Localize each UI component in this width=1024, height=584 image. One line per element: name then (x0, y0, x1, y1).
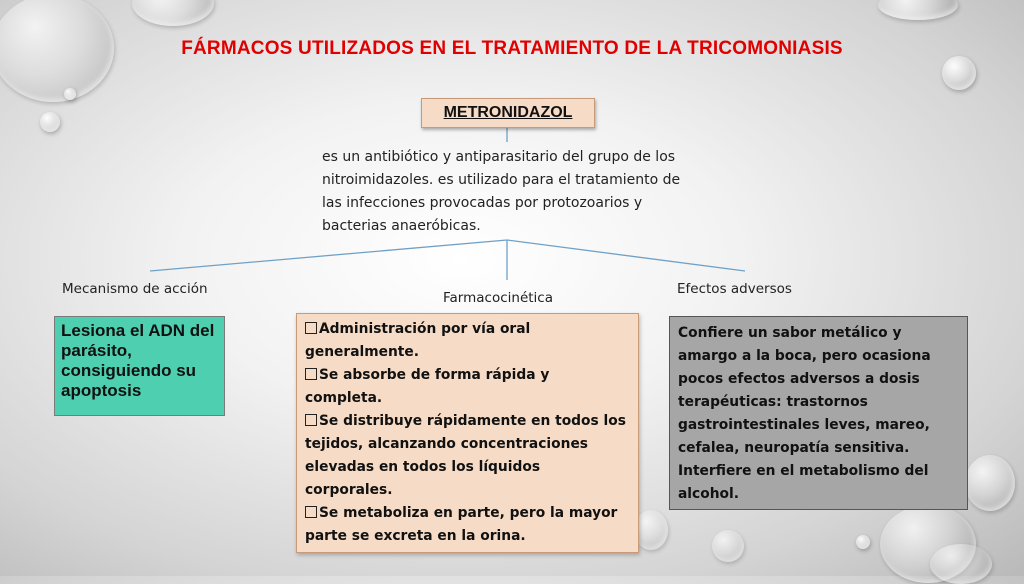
checkbox-bullet-icon (305, 368, 317, 380)
mechanism-box: Lesiona el ADN del parásito, consiguiendo su apoptosis (54, 316, 225, 416)
pharmacokinetics-label: Farmacocinética (443, 290, 553, 306)
adverse-effects-label: Efectos adversos (677, 281, 792, 297)
bullet-text: Se absorbe de forma rápida y completa. (305, 367, 550, 406)
checkbox-bullet-icon (305, 506, 317, 518)
mechanism-label: Mecanismo de acción (62, 281, 208, 297)
bullet-text: Se metaboliza en parte, pero la mayor parte se excreta en la orina. (305, 505, 618, 544)
bullet-text: Se distribuye rápidamente en todos los tejidos, alcanzando concentraciones elevadas en todos los líquidos corporales. (305, 413, 626, 498)
checkbox-bullet-icon (305, 414, 317, 426)
list-item (305, 410, 630, 502)
slide-title: FÁRMACOS UTILIZADOS EN EL TRATAMIENTO DE LA TRICOMONIASIS (181, 38, 843, 59)
list-item (305, 318, 630, 364)
checkbox-bullet-icon (305, 322, 317, 334)
list-item (305, 502, 630, 548)
bullet-text: Administración por vía oral generalmente. (305, 321, 531, 360)
drug-name-box: METRONIDAZOL (421, 98, 595, 128)
list-item (305, 364, 630, 410)
pharmacokinetics-box (296, 313, 639, 553)
adverse-effects-box: Confiere un sabor metálico y amargo a la boca, pero ocasiona pocos efectos adversos a dosis terapéuticas: trastornos gastrointestinales leves, mareo, cefalea, neuropatía sensitiva. Interfiere en el metabolismo del alcohol. (669, 316, 968, 510)
drug-description: es un antibiótico y antiparasitario del grupo de los nitroimidazoles. es utilizado para el tratamiento de las infecciones provocadas por protozoarios y bacterias anaeróbicas. (322, 149, 681, 234)
